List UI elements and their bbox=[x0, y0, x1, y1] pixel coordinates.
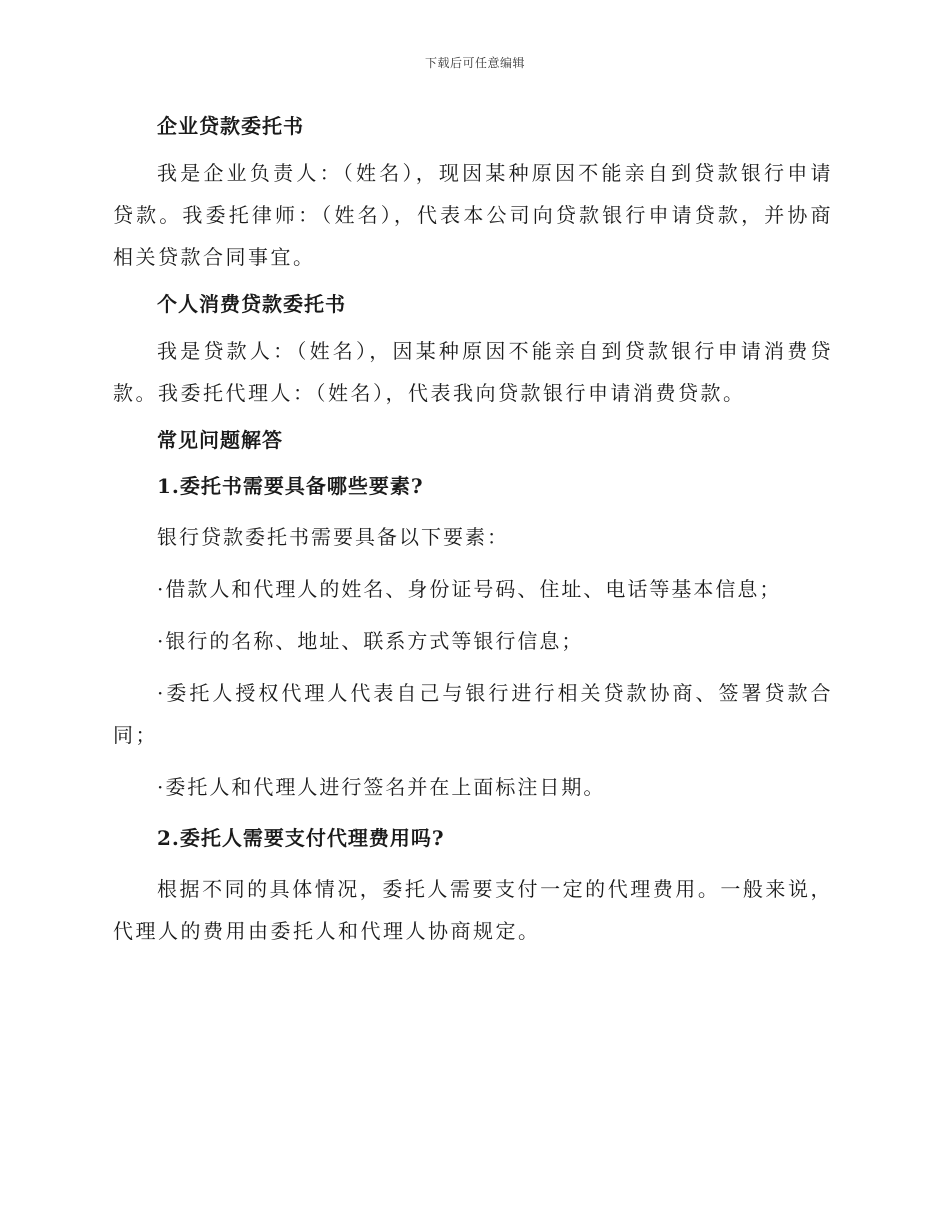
section-title-enterprise-loan: 企业贷款委托书 bbox=[157, 114, 304, 138]
faq-answer-1-item-1: ·借款人和代理人的姓名、身份证号码、住址、电话等基本信息； bbox=[157, 577, 782, 601]
faq-answer-2: 根据不同的具体情况，委托人需要支付一定的代理费用。一般来说，代理人的费用由委托人和代理人协商规定。 bbox=[113, 877, 833, 943]
faq-answer-1-item-4: ·委托人和代理人进行签名并在上面标注日期。 bbox=[157, 775, 606, 799]
header-note: 下载后可任意编辑 bbox=[424, 56, 525, 70]
faq-answer-1-item-2: ·银行的名称、地址、联系方式等银行信息； bbox=[157, 629, 584, 653]
document-content bbox=[113, 110, 833, 952]
section-title-personal-loan: 个人消费贷款委托书 bbox=[157, 292, 346, 316]
faq-question-2: 2.委托人需要支付代理费用吗? bbox=[157, 826, 445, 850]
faq-answer-1-intro: 银行贷款委托书需要具备以下要素： bbox=[157, 525, 509, 549]
section-body-personal-loan: 我是贷款人：（姓名），因某种原因不能亲自到贷款银行申请消费贷款。我委托代理人：（姓名），代表我向贷款银行申请消费贷款。 bbox=[113, 339, 833, 405]
section-body-enterprise-loan: 我是企业负责人：（姓名），现因某种原因不能亲自到贷款银行申请贷款。我委托律师：（姓名），代表本公司向贷款银行申请贷款，并协商相关贷款合同事宜。 bbox=[113, 161, 833, 269]
faq-answer-1-item-3: ·委托人授权代理人代表自己与银行进行相关贷款协商、签署贷款合同； bbox=[113, 681, 833, 747]
faq-question-1: 1.委托书需要具备哪些要素? bbox=[157, 474, 424, 498]
faq-title: 常见问题解答 bbox=[157, 428, 283, 452]
